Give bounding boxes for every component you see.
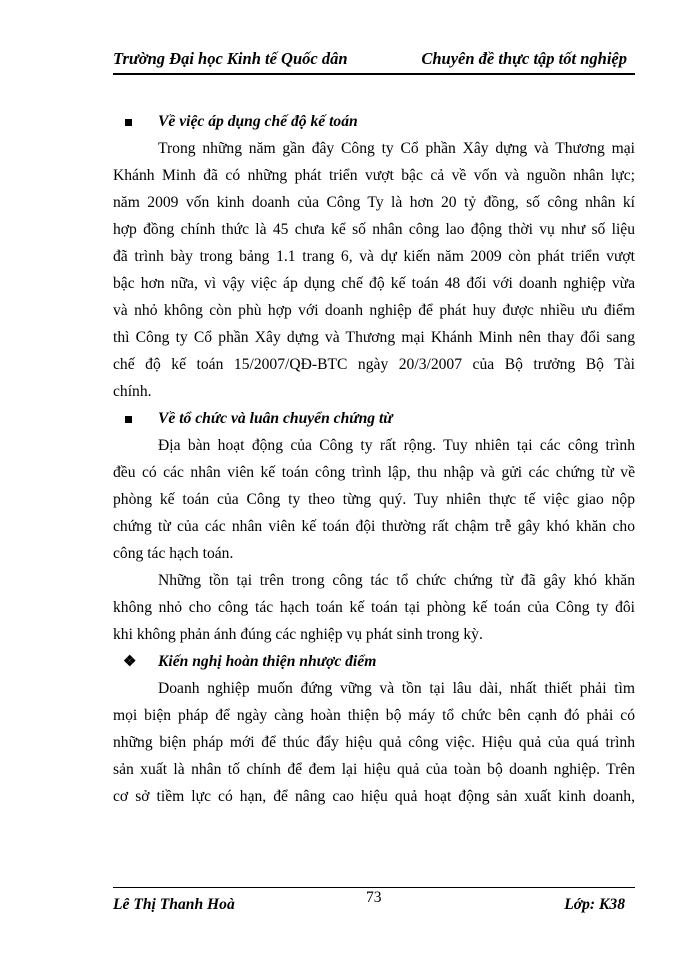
paragraph-line: không nhỏ cho công tác hạch toán kế toán tại phòng kế toán của Công ty đôi xyxy=(113,599,635,616)
square-bullet-icon xyxy=(125,119,132,126)
section-heading-text: Về tổ chức và luân chuyển chứng từ xyxy=(158,410,393,427)
paragraph-line: phòng kế toán của Công ty theo từng quý. Tuy nhiên thực tế việc giao nộp xyxy=(113,491,635,508)
paragraph-line: và nhỏ không còn phù hợp với doanh nghiệp để phát huy được nhiều ưu điểm xyxy=(113,302,635,319)
paragraph-line: năm 2009 vốn kinh doanh của Công Ty là hơn 20 tỷ đồng, số công nhân kí xyxy=(113,194,635,211)
paragraph-line: thì Công ty Cổ phần Xây dựng và Thương mại Khánh Minh nên thay đổi sang xyxy=(113,329,635,346)
square-bullet-icon xyxy=(125,416,132,423)
page-number: 73 xyxy=(366,889,382,906)
document-body xyxy=(113,108,635,810)
header-university: Trường Đại học Kinh tế Quốc dân xyxy=(113,49,348,68)
paragraph-line: chứng từ của các nhân viên kế toán đội thường rất chậm trễ gây khó khăn cho xyxy=(113,518,635,535)
paragraph-line: chế độ kế toán 15/2007/QĐ-BTC ngày 20/3/2007 của Bộ trưởng Bộ Tài xyxy=(113,356,635,373)
paragraph-line: đã trình bày trong bảng 1.1 trang 6, và dự kiến năm 2009 còn phát triển vượt xyxy=(113,248,635,265)
section-heading-text: Về việc áp dụng chế độ kế toán xyxy=(158,113,358,130)
section-heading-accounting-regime xyxy=(113,108,635,135)
paragraph-line: Địa bàn hoạt động của Công ty rất rộng. Tuy nhiên tại các công trình xyxy=(158,437,635,454)
paragraph-line: cơ sở tiềm lực có hạn, để nâng cao hiệu quả hoạt động sản xuất kinh doanh, xyxy=(113,788,635,805)
paragraph-line: Những tồn tại trên trong công tác tổ chức chứng từ đã gây khó khăn xyxy=(158,572,635,589)
paragraph-line: Doanh nghiệp muốn đứng vững và tồn tại lâu dài, nhất thiết phải tìm xyxy=(158,680,635,697)
paragraph-line: công tác hạch toán. xyxy=(113,545,234,562)
paragraph-line: bậc hơn nữa, vì vậy việc áp dụng chế độ kế toán 48 đối với doanh nghiệp vừa xyxy=(113,275,635,292)
paragraph-line: Khánh Minh đã có những phát triển vượt bậc cả về vốn và nguồn nhân lực; xyxy=(113,167,635,184)
paragraph-line: Trong những năm gần đây Công ty Cổ phần Xây dựng và Thương mại xyxy=(158,140,635,157)
diamond-bullet-icon: ❖ xyxy=(123,654,137,670)
paragraph-line: khi không phản ánh đúng các nghiệp vụ phát sinh trong kỳ. xyxy=(113,626,483,643)
footer-author: Lê Thị Thanh Hoà xyxy=(113,896,235,913)
page-header xyxy=(113,49,635,75)
paragraph-line: sản xuất là nhân tố chính để đem lại hiệu quả của toàn bộ doanh nghiệp. Trên xyxy=(113,761,635,778)
paragraph-line: hợp đồng chính thức là 45 chưa kể số nhân công lao động thời vụ như số liệu xyxy=(113,221,635,238)
header-report-title: Chuyên đề thực tập tốt nghiệp xyxy=(421,49,627,68)
section-heading-vouchers xyxy=(113,405,635,432)
page-footer xyxy=(113,887,635,914)
paragraph-line: đều có các nhân viên kế toán công trình lập, thu nhập và gửi các chứng từ về xyxy=(113,464,635,481)
paragraph-line: chính. xyxy=(113,383,152,400)
paragraph-line: mọi biện pháp để ngày càng hoàn thiện bộ máy tổ chức bên cạnh đó phải có xyxy=(113,707,635,724)
section-heading-recommendations xyxy=(113,648,635,675)
section-heading-text: Kiến nghị hoàn thiện nhược điểm xyxy=(158,653,377,670)
footer-class: Lớp: K38 xyxy=(564,896,625,913)
paragraph-line: những biện pháp mới để thúc đẩy hiệu quả công việc. Hiệu quả của quá trình xyxy=(113,734,635,751)
